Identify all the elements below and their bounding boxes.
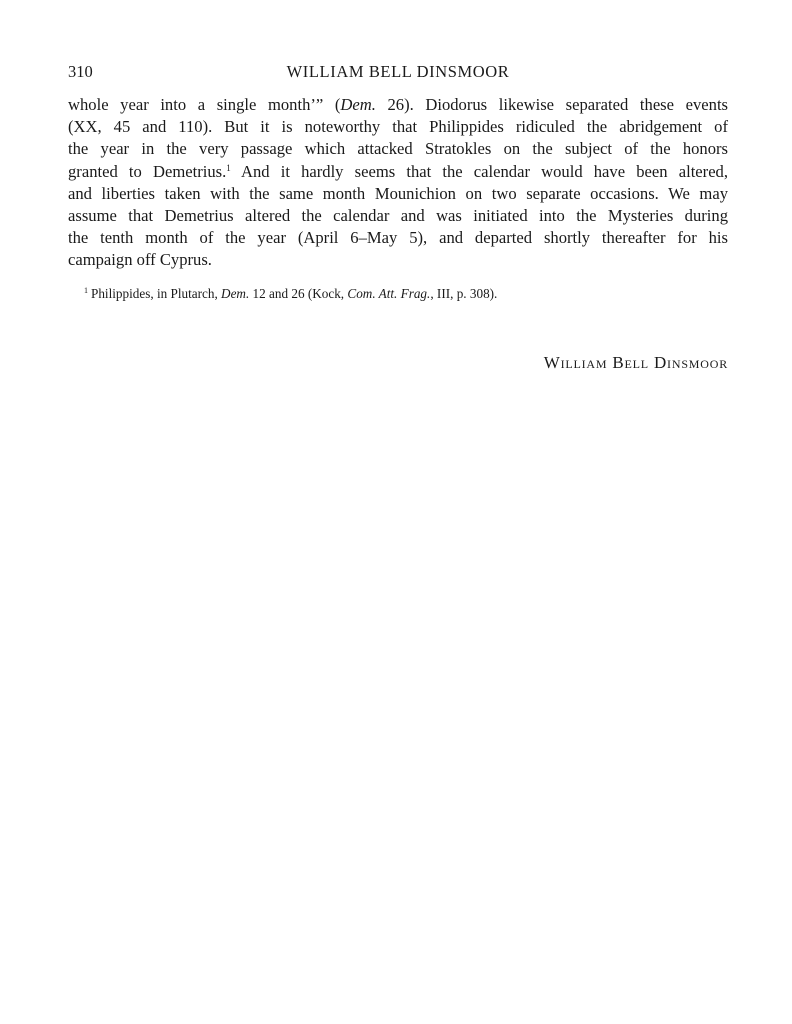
text-line: and liberties taken with the same month Mounichion on two separate occasions. We may — [68, 183, 728, 203]
running-head — [68, 58, 728, 90]
text-line: the year in the very passage which attacked Stratokles on the subject of the honors — [68, 139, 728, 159]
footnote-text: 12 and 26 (Kock, — [249, 285, 348, 301]
author-signature: William Bell Dinsmoor — [543, 353, 728, 372]
text-span: And it hardly seems that the calendar would have been altered, — [230, 161, 728, 181]
text-span: 26). Diodorus likewise separated these events — [375, 95, 729, 114]
page — [68, 58, 729, 372]
text-span: granted to Demetrius. — [68, 161, 227, 181]
footnote-text: Philippides, in Plutarch, — [91, 285, 222, 301]
text-line — [68, 94, 728, 116]
body-paragraph — [68, 94, 728, 272]
text-line: campaign off Cyprus. — [68, 250, 212, 270]
citation-italic: Dem. — [340, 95, 376, 114]
running-title: WILLIAM BELL DINSMOOR — [286, 62, 510, 81]
text-line: assume that Demetrius altered the calendar and was initiated into the Mysteries during — [68, 206, 728, 226]
footnote-reference: 1 — [226, 162, 231, 173]
footnote-italic: Com. Att. Frag. — [347, 285, 431, 301]
text-line: the tenth month of the year (April 6–May 5), and departed shortly thereafter for his — [68, 228, 728, 248]
text-line — [68, 161, 728, 183]
text-span: whole year into a single month’” ( — [68, 95, 341, 114]
footnote-text: , III, p. 308). — [430, 285, 498, 301]
footnote-italic: Dem. — [221, 285, 250, 301]
footnote — [68, 285, 728, 303]
page-number: 310 — [68, 62, 93, 81]
footnote-marker: 1 — [84, 285, 88, 295]
text-line: (XX, 45 and 110). But it is noteworthy that Philippides ridiculed the abridgement of — [68, 117, 728, 137]
